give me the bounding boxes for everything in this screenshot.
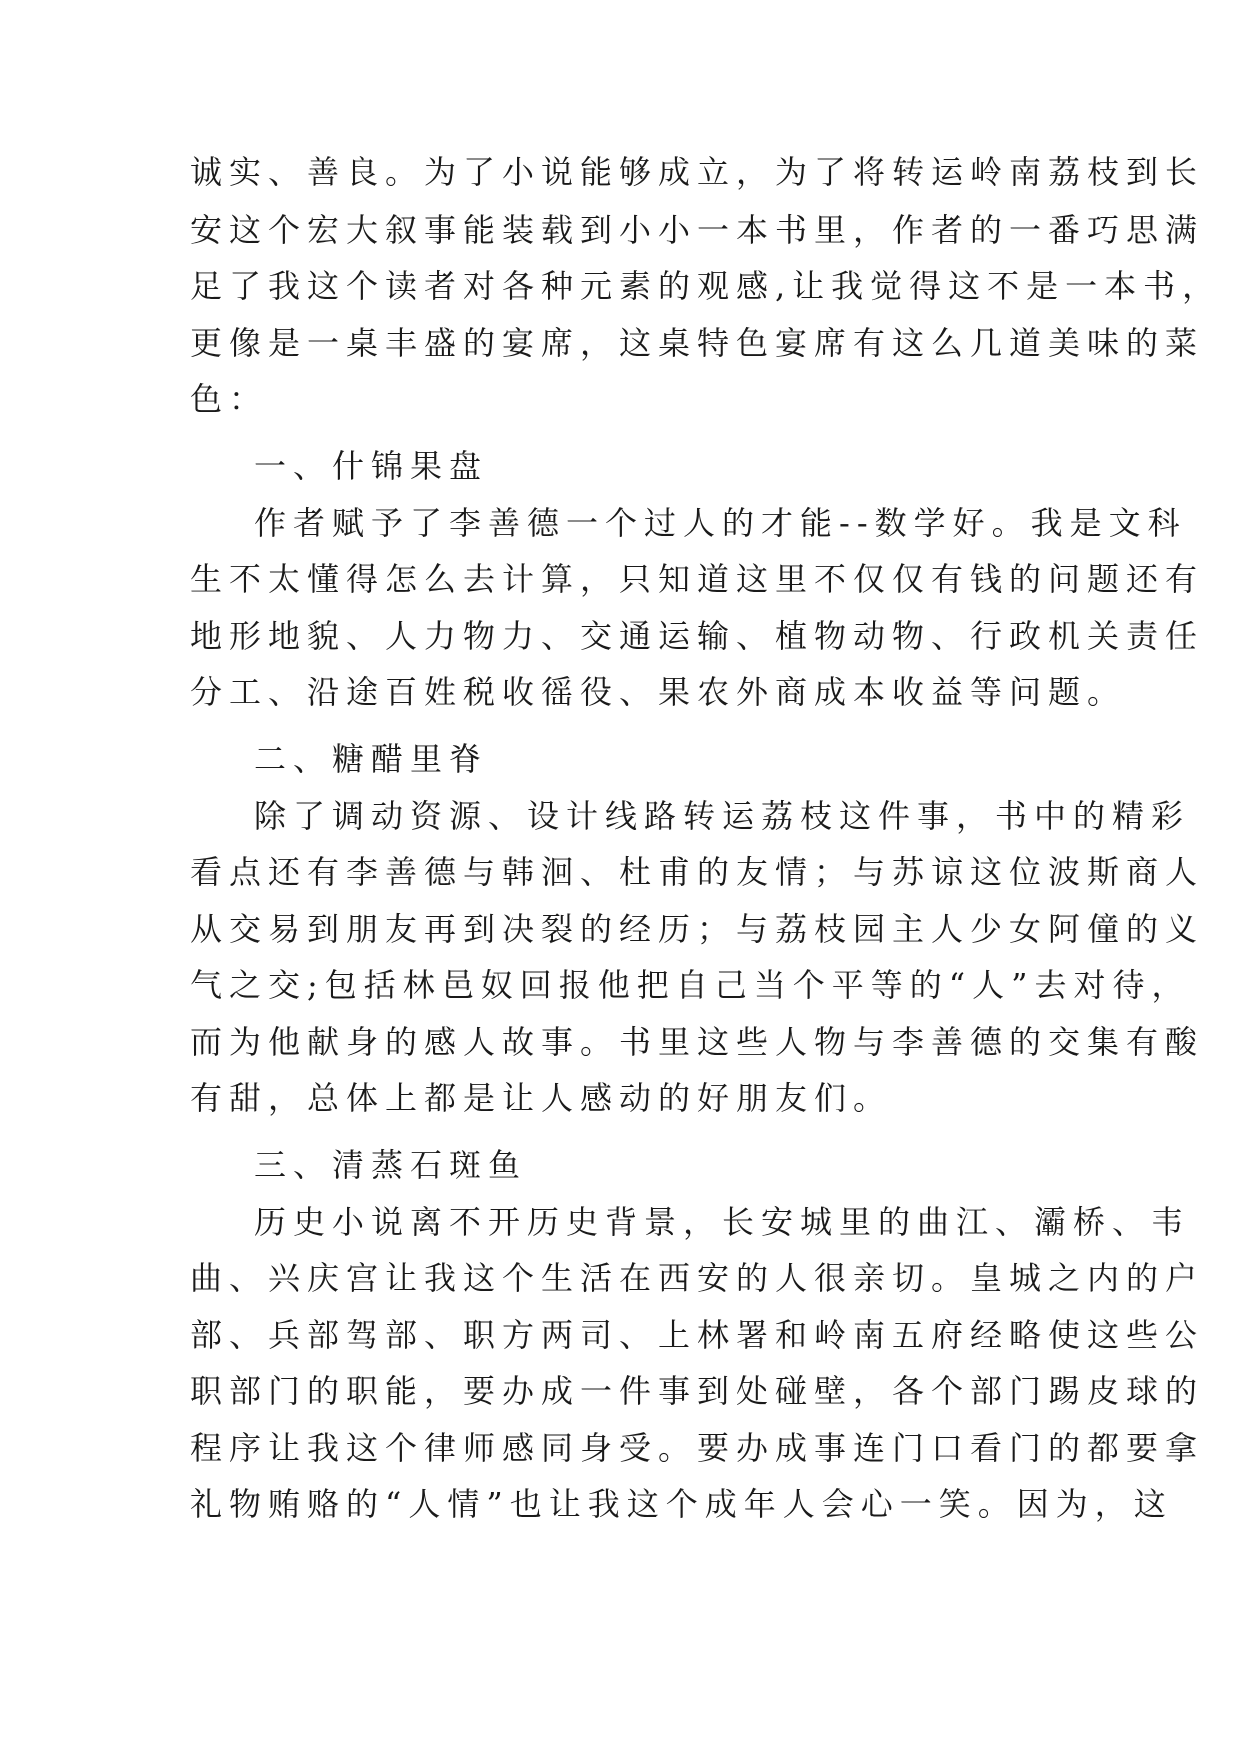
- section-heading: 一、什锦果盘: [254, 447, 489, 485]
- body-text-line: 生不太懂得怎么去计算，只知道这里不仅仅有钱的问题还有: [190, 560, 1205, 598]
- body-text-line: 气之交;包括林邑奴回报他把自己当个平等的“人”去对待，: [190, 966, 1191, 1004]
- body-text-line: 曲、兴庆宫让我这个生活在西安的人很亲切。皇城之内的户: [190, 1259, 1205, 1297]
- body-text-line: 分工、沿途百姓税收徭役、果农外商成本收益等问题。: [190, 673, 1127, 711]
- body-text-line: 更像是一桌丰盛的宴席，这桌特色宴席有这么几道美味的菜: [190, 324, 1205, 362]
- body-text-line: 地形地貌、人力物力、交通运输、植物动物、行政机关责任: [190, 617, 1205, 655]
- body-text-line: 有甜，总体上都是让人感动的好朋友们。: [190, 1079, 893, 1117]
- body-text-line: 看点还有李善德与韩洄、杜甫的友情；与苏谅这位波斯商人: [190, 853, 1205, 891]
- body-text-line: 职部门的职能，要办成一件事到处碰壁，各个部门踢皮球的: [190, 1372, 1205, 1410]
- body-text-line: 部、兵部驾部、职方两司、上林署和岭南五府经略使这些公: [190, 1316, 1205, 1354]
- section-heading: 二、糖醋里脊: [254, 740, 489, 778]
- body-text-line: 作者赋予了李善德一个过人的才能--数学好。我是文科: [254, 504, 1187, 542]
- body-text-line: 除了调动资源、设计线路转运荔枝这件事，书中的精彩: [254, 797, 1191, 835]
- body-text-line: 安这个宏大叙事能装载到小小一本书里，作者的一番巧思满: [190, 211, 1205, 249]
- body-text-line: 历史小说离不开历史背景，长安城里的曲江、灞桥、韦: [254, 1203, 1191, 1241]
- body-text-line: 足了我这个读者对各种元素的观感,让我觉得这不是一本书，: [190, 267, 1222, 305]
- section-heading: 三、清蒸石斑鱼: [254, 1146, 528, 1184]
- body-text-line: 而为他献身的感人故事。书里这些人物与李善德的交集有酸: [190, 1023, 1205, 1061]
- body-text-line: 礼物贿赂的“人情”也让我这个成年人会心一笑。因为，这: [190, 1485, 1173, 1523]
- body-text-line: 诚实、善良。为了小说能够成立，为了将转运岭南荔枝到长: [190, 153, 1205, 191]
- body-text-line: 色：: [190, 380, 269, 418]
- body-text-line: 程序让我这个律师感同身受。要办成事连门口看门的都要拿: [190, 1429, 1205, 1467]
- body-text-line: 从交易到朋友再到决裂的经历；与荔枝园主人少女阿僮的义: [190, 910, 1205, 948]
